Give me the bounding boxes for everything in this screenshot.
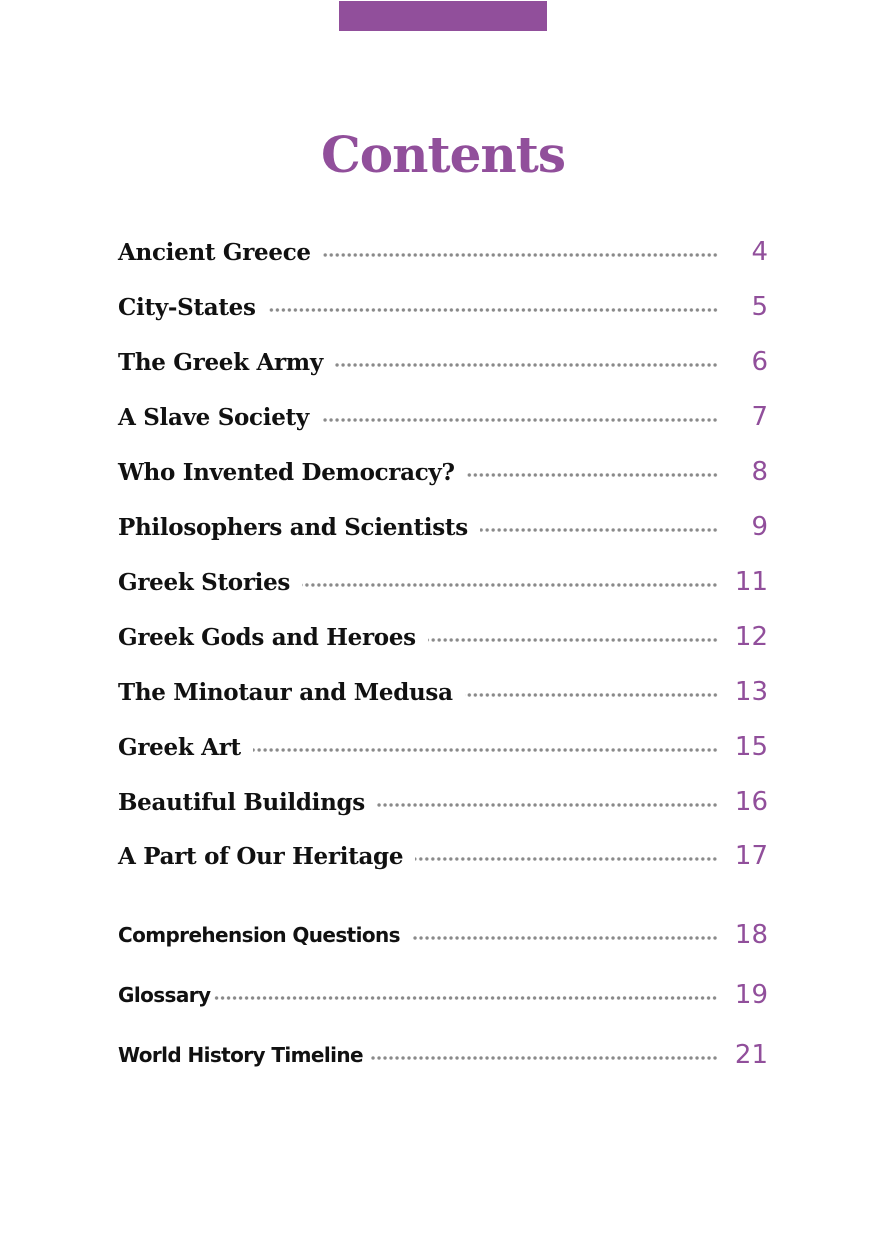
dot-leader [335, 363, 718, 367]
toc-entry-title: World History Timeline [118, 1043, 363, 1067]
dot-leader [214, 996, 718, 1000]
toc-entry-title: Beautiful Buildings [118, 788, 365, 816]
toc-entry-title: A Part of Our Heritage [118, 842, 404, 870]
toc-entry-title: The Greek Army [118, 348, 323, 376]
dot-leader [253, 748, 718, 752]
toc-entry-title: Greek Stories [118, 568, 291, 596]
toc-entry-title: Greek Gods and Heroes [118, 623, 416, 651]
toc-page-number: 12 [734, 622, 768, 652]
toc-page-number: 4 [751, 237, 768, 267]
toc-page-number: 9 [751, 512, 768, 542]
toc-page-number: 15 [734, 732, 768, 762]
dot-leader [465, 693, 718, 697]
toc-entry[interactable] [118, 727, 768, 767]
toc-entry-title: Who Invented Democracy? [118, 458, 455, 486]
toc-page-number: 11 [734, 567, 768, 597]
toc-entry[interactable] [118, 507, 768, 547]
toc-entry[interactable] [118, 232, 768, 272]
dot-leader [467, 473, 718, 477]
dot-leader [371, 1056, 718, 1060]
toc-back-matter-entry[interactable] [118, 1035, 768, 1075]
toc-entry-title: Philosophers and Scientists [118, 513, 468, 541]
toc-entry[interactable] [118, 562, 768, 602]
dot-leader [302, 583, 718, 587]
toc-entry[interactable] [118, 782, 768, 822]
toc-entry[interactable] [118, 287, 768, 327]
toc-page-number: 5 [751, 292, 768, 322]
toc-page-number: 18 [734, 920, 768, 950]
toc-entry-title: Ancient Greece [118, 238, 311, 266]
dot-leader [428, 638, 718, 642]
toc-entry-title: Comprehension Questions [118, 923, 400, 947]
toc-entry-title: Greek Art [118, 733, 241, 761]
dot-leader [412, 936, 718, 940]
toc-page-number: 21 [734, 1040, 768, 1070]
page-title: Contents [320, 125, 565, 184]
toc-page-number: 6 [751, 347, 768, 377]
toc-page-number: 8 [751, 457, 768, 487]
toc-entry-title: Glossary [118, 983, 211, 1007]
dot-leader [377, 803, 718, 807]
toc-entry[interactable] [118, 836, 768, 876]
header-color-bar [339, 1, 547, 31]
toc-entry-title: The Minotaur and Medusa [118, 678, 453, 706]
toc-entry[interactable] [118, 617, 768, 657]
toc-back-matter-entry[interactable] [118, 915, 768, 955]
toc-entry[interactable] [118, 397, 768, 437]
dot-leader [480, 528, 718, 532]
toc-entry[interactable] [118, 342, 768, 382]
toc-entry[interactable] [118, 672, 768, 712]
toc-page-number: 17 [734, 841, 768, 871]
dot-leader [321, 418, 718, 422]
dot-leader [415, 857, 718, 861]
toc-page-number: 7 [751, 402, 768, 432]
toc-back-matter-entry[interactable] [118, 975, 768, 1015]
dot-leader [323, 253, 718, 257]
toc-page-number: 13 [734, 677, 768, 707]
toc-entry-title: A Slave Society [118, 403, 309, 431]
toc-entry[interactable] [118, 452, 768, 492]
toc-page-number: 19 [734, 980, 768, 1010]
dot-leader [268, 308, 718, 312]
toc-page-number: 16 [734, 787, 768, 817]
toc-entry-title: City-States [118, 293, 256, 321]
